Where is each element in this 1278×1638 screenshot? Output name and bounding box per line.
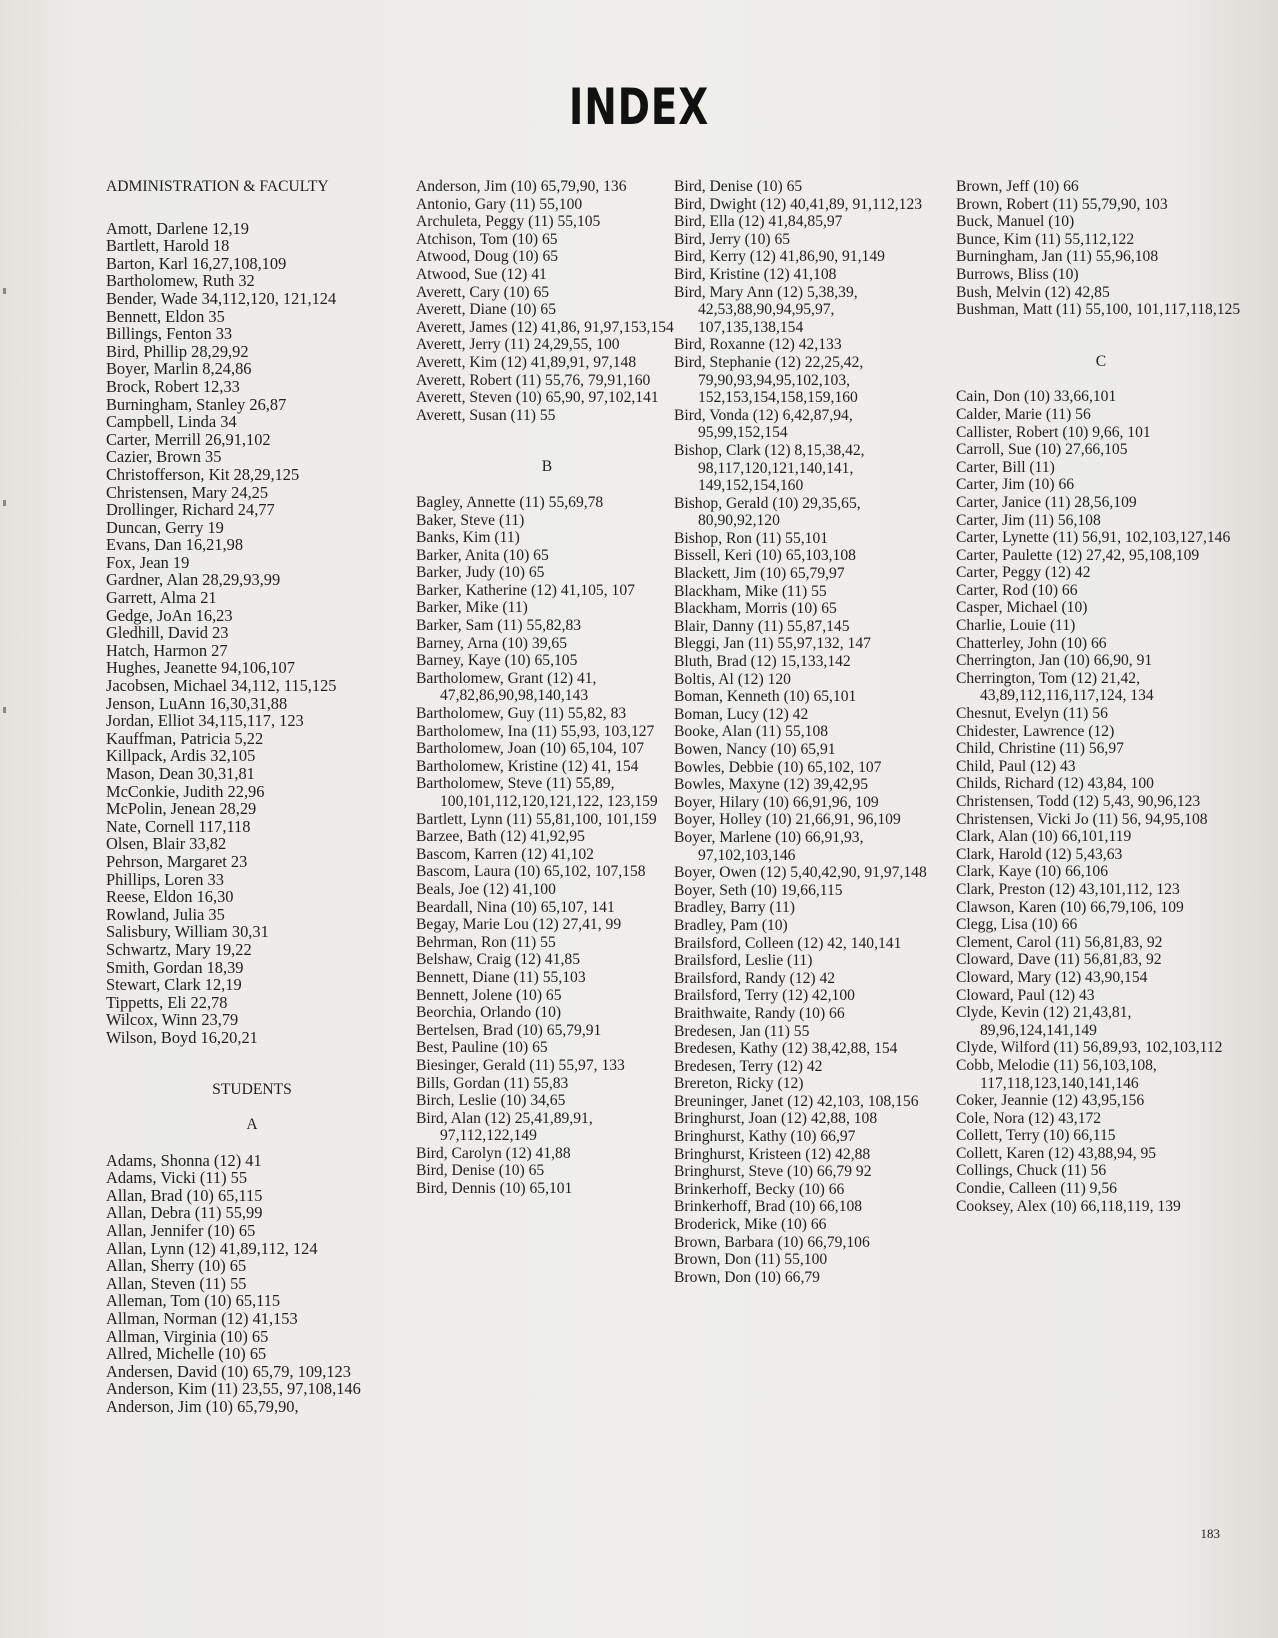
- index-entry: Beals, Joe (12) 41,100: [416, 880, 556, 898]
- index-entry: Carter, Rod (10) 66: [956, 581, 1078, 599]
- index-entry: Gedge, JoAn 16,23: [106, 605, 233, 625]
- spacer: [416, 424, 678, 458]
- index-entry: Bascom, Laura (10) 65,102, 107,158: [416, 863, 646, 881]
- index-entry: Cherrington, Tom (12) 21,42, 43,89,112,116,117,124, 134: [956, 669, 1154, 705]
- index-entry: Tippetts, Eli 22,78: [106, 992, 228, 1012]
- index-entry: McConkie, Judith 22,96: [106, 781, 265, 801]
- section-heading: STUDENTS: [212, 1080, 292, 1098]
- index-entry: Clyde, Kevin (12) 21,43,81, 89,96,124,141,149: [956, 1004, 1132, 1039]
- index-entry: Carter, Jim (10) 66: [956, 476, 1075, 494]
- index-entry: Bird, Phillip 28,29,92: [106, 341, 249, 361]
- index-entry: Bird, Denise (10) 65: [674, 178, 803, 195]
- section-heading: ADMINISTRATION & FACULTY: [106, 178, 329, 195]
- index-entry: Buck, Manuel (10): [956, 213, 1075, 231]
- page-number: 183: [1200, 1526, 1220, 1541]
- index-entry: Cole, Nora (12) 43,172: [956, 1109, 1102, 1127]
- index-entry: Garrett, Alma 21: [106, 588, 217, 608]
- index-entry: Bringhurst, Kathy (10) 66,97: [674, 1128, 856, 1146]
- index-entry: Carter, Bill (11): [956, 458, 1055, 476]
- index-entry: Breuninger, Janet (12) 42,103, 108,156: [674, 1092, 919, 1110]
- index-entry: Bringhurst, Joan (12) 42,88, 108: [674, 1110, 878, 1128]
- index-entry: Carter, Jim (11) 56,108: [956, 511, 1101, 529]
- index-entry: Clement, Carol (11) 56,81,83, 92: [956, 933, 1163, 951]
- index-entry: Bird, Dwight (12) 40,41,89, 91,112,123: [674, 195, 923, 213]
- index-entry: Cloward, Paul (12) 43: [956, 986, 1095, 1004]
- index-entry: Brailsford, Terry (12) 42,100: [674, 987, 855, 1005]
- index-entry: Killpack, Ardis 32,105: [106, 746, 256, 766]
- index-entry: Bender, Wade 34,112,120, 121,124: [106, 288, 337, 308]
- index-entry: Beardall, Nina (10) 65,107, 141: [416, 898, 615, 916]
- index-entry: Clark, Alan (10) 66,101,119: [956, 828, 1132, 846]
- index-entry: Rowland, Julia 35: [106, 904, 225, 924]
- section-heading: B: [541, 458, 553, 476]
- index-entry: Braithwaite, Randy (10) 66: [674, 1004, 845, 1022]
- index-entry: Cazier, Brown 35: [106, 447, 222, 467]
- index-entry: Bredesen, Terry (12) 42: [674, 1057, 823, 1075]
- index-entry: Boltis, Al (12) 120: [674, 670, 791, 688]
- index-entry: Atchison, Tom (10) 65: [416, 230, 558, 248]
- index-entry: Charlie, Louie (11): [956, 617, 1076, 635]
- index-entry: Bertelsen, Brad (10) 65,79,91: [416, 1021, 602, 1039]
- index-entry: Bluth, Brad (12) 15,133,142: [674, 653, 851, 671]
- spacer: [106, 1134, 398, 1152]
- index-entry: Callister, Robert (10) 9,66, 101: [956, 423, 1151, 441]
- index-entry: Allan, Lynn (12) 41,89,112, 124: [106, 1238, 318, 1258]
- index-entry: Bird, Vonda (12) 6,42,87,94, 95,99,152,154: [674, 406, 853, 442]
- index-entry: Clark, Harold (12) 5,43,63: [956, 845, 1123, 863]
- index-entry: Bringhurst, Steve (10) 66,79 92: [674, 1163, 872, 1181]
- index-entry: Bascom, Karren (12) 41,102: [416, 845, 594, 863]
- index-entry: Begay, Marie Lou (12) 27,41, 99: [416, 916, 622, 934]
- index-entry: Chesnut, Evelyn (11) 56: [956, 705, 1108, 723]
- index-entry: Birch, Leslie (10) 34,65: [416, 1092, 566, 1110]
- index-entry: Barzee, Bath (12) 41,92,95: [416, 828, 585, 846]
- index-entry: Bowles, Maxyne (12) 39,42,95: [674, 776, 869, 794]
- index-entry: Bowles, Debbie (10) 65,102, 107: [674, 758, 882, 776]
- index-entry: Cobb, Melodie (11) 56,103,108, 117,118,123,140,141,146: [956, 1056, 1157, 1092]
- index-entry: Bennett, Jolene (10) 65: [416, 986, 562, 1004]
- index-entry: Kauffman, Patricia 5,22: [106, 728, 264, 748]
- index-entry: Christofferson, Kit 28,29,125: [106, 464, 300, 484]
- index-entry: Brown, Barbara (10) 66,79,106: [674, 1233, 870, 1251]
- index-entry: Childs, Richard (12) 43,84, 100: [956, 775, 1154, 793]
- section-heading: A: [246, 1116, 258, 1134]
- index-entry: Billings, Fenton 33: [106, 324, 233, 344]
- index-entry: Hughes, Jeanette 94,106,107: [106, 658, 295, 678]
- index-entry: Bishop, Clark (12) 8,15,38,42, 98,117,120,121,140,141, 149,152,154,160: [674, 441, 865, 495]
- index-entry: Christensen, Vicki Jo (11) 56, 94,95,108: [956, 810, 1208, 828]
- index-entry: Bartlett, Harold 18: [106, 236, 230, 256]
- index-entry: Amott, Darlene 12,19: [106, 218, 249, 238]
- index-entry: Blackett, Jim (10) 65,79,97: [674, 565, 845, 583]
- index-entry: Cain, Don (10) 33,66,101: [956, 388, 1117, 406]
- index-entry: Brailsford, Randy (12) 42: [674, 969, 836, 987]
- index-entry: Bredesen, Jan (11) 55: [674, 1022, 810, 1040]
- index-entry: Averett, Kim (12) 41,89,91, 97,148: [416, 353, 637, 371]
- index-entry: Bills, Gordan (11) 55,83: [416, 1074, 569, 1092]
- index-entry: Wilson, Boyd 16,20,21: [106, 1027, 258, 1047]
- index-entry: Bartholomew, Steve (11) 55,89, 100,101,112,120,121,122, 123,159: [416, 775, 658, 810]
- index-entry: Gledhill, David 23: [106, 623, 229, 643]
- index-entry: Cherrington, Jan (10) 66,90, 91: [956, 652, 1153, 670]
- index-entry: Clegg, Lisa (10) 66: [956, 916, 1078, 934]
- index-entry: Barker, Mike (11): [416, 599, 528, 617]
- index-entry: Brown, Robert (11) 55,79,90, 103: [956, 195, 1168, 213]
- index-column-2: [416, 178, 678, 1198]
- index-entry: Averett, Jerry (11) 24,29,55, 100: [416, 336, 620, 354]
- index-entry: Bartlett, Lynn (11) 55,81,100, 101,159: [416, 810, 657, 828]
- index-entry: Stewart, Clark 12,19: [106, 975, 242, 995]
- index-entry: Averett, Diane (10) 65: [416, 301, 557, 319]
- index-entry: Allan, Sherry (10) 65: [106, 1256, 247, 1276]
- spacer: [106, 1098, 398, 1116]
- index-entry: Cloward, Mary (12) 43,90,154: [956, 968, 1148, 986]
- index-entry: Bartholomew, Joan (10) 65,104, 107: [416, 740, 645, 758]
- index-entry: Bush, Melvin (12) 42,85: [956, 283, 1110, 301]
- index-entry: Carroll, Sue (10) 27,66,105: [956, 441, 1128, 459]
- index-entry: Bleggi, Jan (11) 55,97,132, 147: [674, 635, 871, 653]
- index-entry: Bird, Alan (12) 25,41,89,91, 97,112,122,149: [416, 1109, 593, 1145]
- index-entry: Boyer, Owen (12) 5,40,42,90, 91,97,148: [674, 864, 927, 882]
- index-entry: Allan, Steven (11) 55: [106, 1273, 247, 1293]
- index-entry: McPolin, Jenean 28,29: [106, 799, 257, 819]
- index-entry: Averett, James (12) 41,86, 91,97,153,154: [416, 318, 674, 336]
- index-entry: Phillips, Loren 33: [106, 869, 224, 889]
- index-entry: Bird, Roxanne (12) 42,133: [674, 336, 842, 354]
- index-entry: Atwood, Sue (12) 41: [416, 265, 547, 283]
- index-entry: Boman, Kenneth (10) 65,101: [674, 688, 857, 706]
- index-entry: Brailsford, Leslie (11): [674, 952, 813, 970]
- index-entry: Bird, Denise (10) 65: [416, 1162, 545, 1180]
- index-entry: Collett, Terry (10) 66,115: [956, 1127, 1116, 1145]
- index-entry: Carter, Merrill 26,91,102: [106, 429, 271, 449]
- index-entry: Best, Pauline (10) 65: [416, 1039, 548, 1057]
- index-entry: Banks, Kim (11): [416, 529, 520, 547]
- spacer: [106, 1047, 398, 1081]
- index-entry: Behrman, Ron (11) 55: [416, 933, 556, 951]
- index-entry: Barker, Sam (11) 55,82,83: [416, 617, 582, 635]
- index-entry: Barton, Karl 16,27,108,109: [106, 253, 287, 273]
- index-entry: Christensen, Todd (12) 5,43, 90,96,123: [956, 793, 1201, 810]
- index-column-3: [674, 178, 936, 1286]
- index-entry: Burningham, Stanley 26,87: [106, 394, 287, 414]
- index-entry: Salisbury, William 30,31: [106, 922, 269, 942]
- index-entry: Christensen, Mary 24,25: [106, 482, 269, 502]
- index-entry: Cloward, Dave (11) 56,81,83, 92: [956, 951, 1162, 969]
- index-entry: Drollinger, Richard 24,77: [106, 500, 275, 520]
- index-entry: Adams, Vicki (11) 55: [106, 1168, 248, 1188]
- index-entry: Bird, Kristine (12) 41,108: [674, 265, 837, 283]
- index-entry: Bird, Jerry (10) 65: [674, 230, 791, 248]
- index-entry: Beorchia, Orlando (10): [416, 1004, 562, 1022]
- index-entry: Condie, Calleen (11) 9,56: [956, 1180, 1117, 1198]
- index-entry: Barker, Katherine (12) 41,105, 107: [416, 581, 635, 599]
- index-entry: Blackham, Morris (10) 65: [674, 600, 837, 618]
- index-entry: Anderson, Jim (10) 65,79,90,: [106, 1397, 299, 1416]
- spacer: [416, 476, 678, 494]
- index-entry: Boyer, Marlin 8,24,86: [106, 359, 252, 379]
- index-entry: Averett, Steven (10) 65,90, 97,102,141: [416, 389, 659, 407]
- index-entry: Antonio, Gary (11) 55,100: [416, 195, 583, 213]
- index-entry: Bagley, Annette (11) 55,69,78: [416, 493, 604, 511]
- index-entry: Pehrson, Margaret 23: [106, 851, 248, 871]
- index-entry: Brinkerhoff, Becky (10) 66: [674, 1180, 845, 1198]
- index-entry: Burrows, Bliss (10): [956, 265, 1079, 283]
- index-entry: Reese, Eldon 16,30: [106, 887, 234, 907]
- index-entry: Broderick, Mike (10) 66: [674, 1216, 827, 1234]
- index-entry: Bartholomew, Kristine (12) 41, 154: [416, 757, 639, 775]
- index-entry: Duncan, Gerry 19: [106, 517, 224, 537]
- index-entry: Bowen, Nancy (10) 65,91: [674, 741, 836, 758]
- index-entry: Barker, Judy (10) 65: [416, 564, 545, 582]
- index-entry: Archuleta, Peggy (11) 55,105: [416, 213, 601, 231]
- index-entry: Averett, Susan (11) 55: [416, 406, 556, 424]
- index-entry: Carter, Janice (11) 28,56,109: [956, 493, 1137, 511]
- index-entry: Allred, Michelle (10) 65: [106, 1344, 267, 1364]
- index-entry: Schwartz, Mary 19,22: [106, 939, 252, 959]
- index-entry: Bird, Kerry (12) 41,86,90, 91,149: [674, 248, 885, 266]
- index-entry: Averett, Cary (10) 65: [416, 283, 550, 301]
- index-entry: Adams, Shonna (12) 41: [106, 1150, 262, 1170]
- index-entry: Campbell, Linda 34: [106, 412, 237, 432]
- index-entry: Boman, Lucy (12) 42: [674, 705, 809, 723]
- index-entry: Chatterley, John (10) 66: [956, 634, 1107, 652]
- index-entry: Brailsford, Colleen (12) 42, 140,141: [674, 934, 902, 952]
- spacer: [956, 370, 1246, 388]
- index-entry: Bringhurst, Kristeen (12) 42,88: [674, 1145, 871, 1163]
- index-entry: Bunce, Kim (11) 55,112,122: [956, 230, 1135, 248]
- index-entry: Bartholomew, Guy (11) 55,82, 83: [416, 705, 627, 723]
- index-entry: Bird, Dennis (10) 65,101: [416, 1180, 573, 1198]
- index-entry: Allan, Jennifer (10) 65: [106, 1221, 256, 1241]
- index-entry: Biesinger, Gerald (11) 55,97, 133: [416, 1056, 625, 1074]
- index-entry: Boyer, Hilary (10) 66,91,96, 109: [674, 793, 879, 811]
- spacer: [956, 319, 1246, 353]
- index-entry: Gardner, Alan 28,29,93,99: [106, 570, 281, 590]
- index-entry: Bartholomew, Ina (11) 55,93, 103,127: [416, 722, 655, 740]
- index-entry: Blackham, Mike (11) 55: [674, 582, 827, 600]
- index-entry: Boyer, Holley (10) 21,66,91, 96,109: [674, 811, 901, 829]
- index-entry: Collings, Chuck (11) 56: [956, 1162, 1107, 1180]
- index-entry: Boyer, Seth (10) 19,66,115: [674, 881, 843, 899]
- index-entry: Atwood, Doug (10) 65: [416, 248, 559, 266]
- index-entry: Barney, Kaye (10) 65,105: [416, 652, 578, 670]
- index-entry: Anderson, Jim (10) 65,79,90, 136: [416, 178, 627, 195]
- index-entry: Casper, Michael (10): [956, 599, 1088, 617]
- index-entry: Brown, Jeff (10) 66: [956, 178, 1079, 195]
- index-entry: Bennett, Diane (11) 55,103: [416, 968, 586, 986]
- index-entry: Bradley, Barry (11): [674, 899, 795, 917]
- index-entry: Burningham, Jan (11) 55,96,108: [956, 248, 1159, 266]
- index-entry: Clawson, Karen (10) 66,79,106, 109: [956, 898, 1184, 916]
- index-entry: Barker, Anita (10) 65: [416, 546, 549, 564]
- index-column-1: [106, 178, 398, 1416]
- index-entry: Coker, Jeannie (12) 43,95,156: [956, 1092, 1145, 1110]
- index-column-4: [956, 178, 1246, 1215]
- index-entry: Andersen, David (10) 65,79, 109,123: [106, 1361, 351, 1381]
- index-entry: Brown, Don (10) 66,79: [674, 1268, 820, 1286]
- margin-mark: [3, 500, 6, 506]
- index-entry: Baker, Steve (11): [416, 511, 525, 529]
- index-entry: Allman, Virginia (10) 65: [106, 1326, 269, 1346]
- page-title: INDEX: [568, 78, 710, 136]
- section-heading: C: [1095, 352, 1107, 370]
- index-entry: Carter, Lynette (11) 56,91, 102,103,127,146: [956, 529, 1231, 547]
- index-entry: Collett, Karen (12) 43,88,94, 95: [956, 1144, 1157, 1162]
- index-entry: Bennett, Eldon 35: [106, 306, 225, 326]
- index-entry: Child, Paul (12) 43: [956, 757, 1076, 775]
- index-entry: Alleman, Tom (10) 65,115: [106, 1291, 281, 1311]
- index-entry: Clark, Kaye (10) 66,106: [956, 863, 1109, 881]
- index-entry: Allman, Norman (12) 41,153: [106, 1309, 298, 1329]
- index-entry: Averett, Robert (11) 55,76, 79,91,160: [416, 371, 651, 389]
- index-entry: Clyde, Wilford (11) 56,89,93, 102,103,112: [956, 1039, 1223, 1057]
- index-entry: Bissell, Keri (10) 65,103,108: [674, 547, 856, 565]
- index-entry: Brinkerhoff, Brad (10) 66,108: [674, 1198, 863, 1216]
- index-entry: Booke, Alan (11) 55,108: [674, 723, 829, 741]
- index-entry: Anderson, Kim (11) 23,55, 97,108,146: [106, 1379, 361, 1399]
- index-entry: Bushman, Matt (11) 55,100, 101,117,118,125: [956, 301, 1241, 319]
- index-entry: Bartholomew, Ruth 32: [106, 271, 255, 291]
- margin-mark: [3, 707, 6, 713]
- index-entry: Brock, Robert 12,33: [106, 376, 240, 396]
- index-entry: Cooksey, Alex (10) 66,118,119, 139: [956, 1197, 1181, 1215]
- index-entry: Jacobsen, Michael 34,112, 115,125: [106, 676, 337, 696]
- index-entry: Boyer, Marlene (10) 66,91,93, 97,102,103,146: [674, 828, 864, 864]
- index-entry: Carter, Paulette (12) 27,42, 95,108,109: [956, 546, 1200, 564]
- index-entry: Smith, Gordan 18,39: [106, 957, 244, 977]
- margin-mark: [3, 288, 6, 294]
- index-entry: Chidester, Lawrence (12): [956, 722, 1115, 740]
- index-entry: Belshaw, Craig (12) 41,85: [416, 951, 580, 969]
- spacer: [106, 196, 398, 220]
- index-entry: Mason, Dean 30,31,81: [106, 764, 255, 783]
- index-entry: Bradley, Pam (10): [674, 916, 788, 934]
- index-entry: Wilcox, Winn 23,79: [106, 1010, 239, 1030]
- index-entry: Allan, Debra (11) 55,99: [106, 1203, 263, 1223]
- index-entry: Allan, Brad (10) 65,115: [106, 1185, 263, 1205]
- index-entry: Bishop, Ron (11) 55,101: [674, 529, 829, 547]
- index-entry: Carter, Peggy (12) 42: [956, 564, 1091, 582]
- index-entry: Blair, Danny (11) 55,87,145: [674, 617, 850, 635]
- index-entry: Nate, Cornell 117,118: [106, 816, 251, 836]
- index-entry: Jordan, Elliot 34,115,117, 123: [106, 711, 304, 731]
- index-entry: Bartholomew, Grant (12) 41, 47,82,86,90,98,140,143: [416, 669, 597, 705]
- index-entry: Bredesen, Kathy (12) 38,42,88, 154: [674, 1040, 898, 1058]
- index-entry: Child, Christine (11) 56,97: [956, 740, 1124, 758]
- index-entry: Bird, Stephanie (12) 22,25,42, 79,90,93,94,95,102,103, 152,153,154,158,159,160: [674, 353, 864, 407]
- index-entry: Bird, Mary Ann (12) 5,38,39, 42,53,88,90,94,95,97, 107,135,138,154: [674, 283, 858, 336]
- index-entry: Jenson, LuAnn 16,30,31,88: [106, 693, 288, 713]
- index-entry: Brown, Don (11) 55,100: [674, 1251, 828, 1269]
- index-entry: Bird, Ella (12) 41,84,85,97: [674, 213, 843, 231]
- index-entry: Calder, Marie (11) 56: [956, 405, 1091, 423]
- index-entry: Barney, Arna (10) 39,65: [416, 634, 567, 652]
- index-entry: Bishop, Gerald (10) 29,35,65, 80,90,92,120: [674, 494, 861, 530]
- index-entry: Clark, Preston (12) 43,101,112, 123: [956, 880, 1180, 898]
- index-entry: Bird, Carolyn (12) 41,88: [416, 1144, 571, 1162]
- index-entry: Fox, Jean 19: [106, 552, 190, 572]
- index-entry: Olsen, Blair 33,82: [106, 834, 227, 854]
- index-entry: Evans, Dan 16,21,98: [106, 535, 244, 555]
- index-entry: Brereton, Ricky (12): [674, 1075, 804, 1093]
- index-entry: Hatch, Harmon 27: [106, 640, 228, 660]
